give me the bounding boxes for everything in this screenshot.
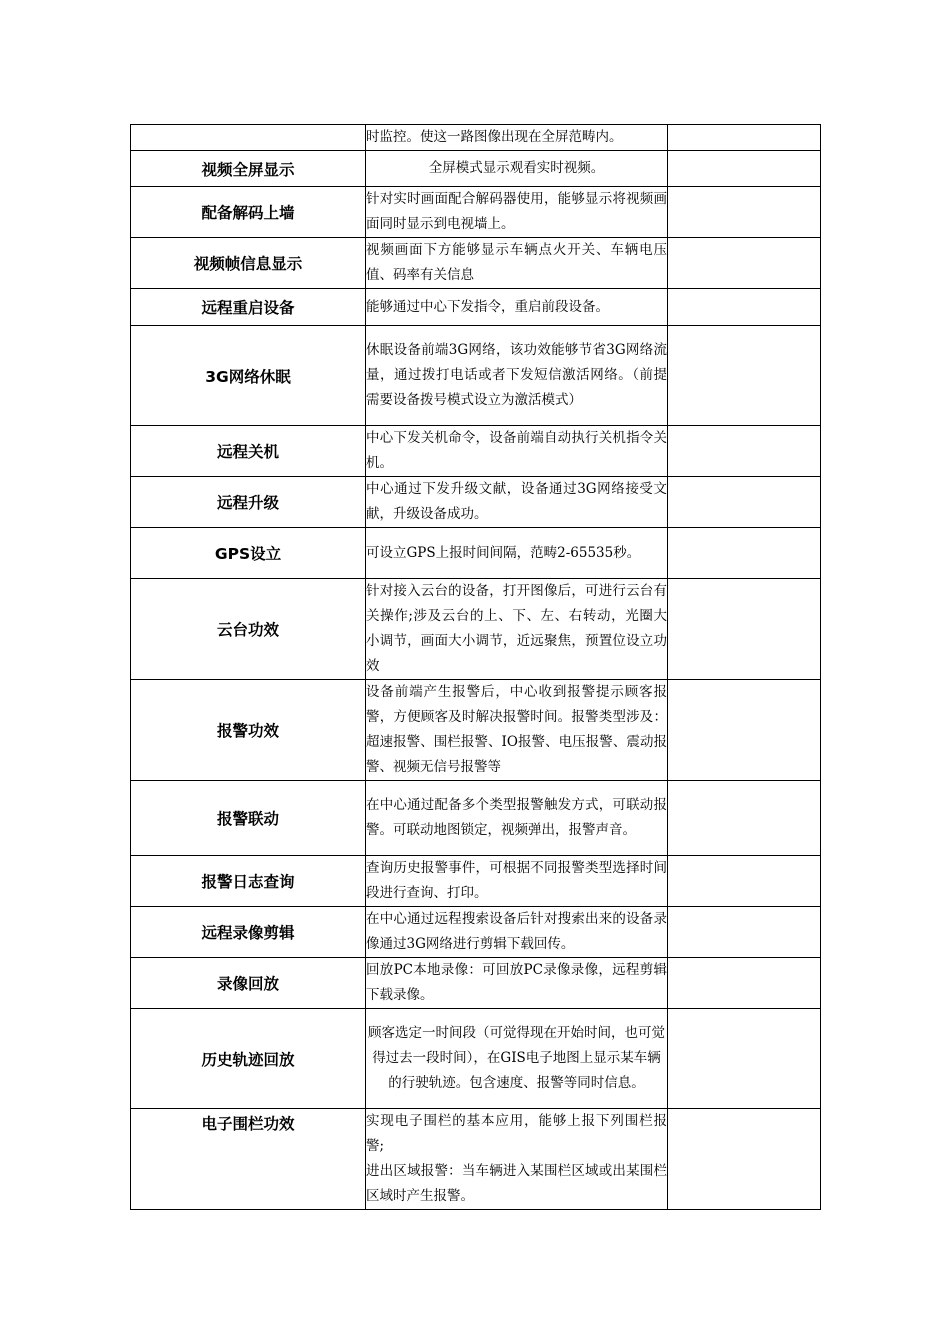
- table-row: [131, 958, 821, 1009]
- feature-name: 报警联动: [131, 781, 366, 856]
- remark-cell: [668, 151, 821, 187]
- feature-name: 历史轨迹回放: [131, 1009, 366, 1109]
- remark-cell: [668, 326, 821, 426]
- feature-description: 视频画面下方能够显示车辆点火开关、车辆电压值、码率有关信息: [366, 238, 668, 289]
- feature-name: 3G网络休眠: [131, 326, 366, 426]
- feature-name: 远程升级: [131, 477, 366, 528]
- remark-cell: [668, 680, 821, 781]
- table-row: [131, 907, 821, 958]
- feature-name: 视频全屏显示: [131, 151, 366, 187]
- table-row: [131, 528, 821, 579]
- feature-name: 云台功效: [131, 579, 366, 680]
- remark-cell: [668, 781, 821, 856]
- table-row: [131, 781, 821, 856]
- feature-description: 回放PC本地录像：可回放PC录像录像，远程剪辑下载录像。: [366, 958, 668, 1009]
- remark-cell: [668, 477, 821, 528]
- feature-description: 在中心通过配备多个类型报警触发方式，可联动报警。可联动地图锁定，视频弹出，报警声音。: [366, 781, 668, 856]
- description-line: 进出区域报警：当车辆进入某围栏区域或出某围栏区域时产生报警。: [366, 1163, 667, 1204]
- table-row: [131, 187, 821, 238]
- feature-description: 中心下发关机命令，设备前端自动执行关机指令关机。: [366, 426, 668, 477]
- feature-description: 设备前端产生报警后，中心收到报警提示顾客报警，方便顾客及时解决报警时间。报警类型涉及：超速报警、围栏报警、IO报警、电压报警、震动报警、视频无信号报警等: [366, 680, 668, 781]
- feature-description: 能够通过中心下发指令，重启前段设备。: [366, 289, 668, 326]
- table-row: [131, 289, 821, 326]
- feature-description: 中心通过下发升级文献，设备通过3G网络接受文献，升级设备成功。: [366, 477, 668, 528]
- feature-name: 录像回放: [131, 958, 366, 1009]
- remark-cell: [668, 187, 821, 238]
- remark-cell: [668, 528, 821, 579]
- feature-name: 视频帧信息显示: [131, 238, 366, 289]
- remark-cell: [668, 856, 821, 907]
- feature-description: 时监控。使这一路图像出现在全屏范畴内。: [366, 125, 668, 151]
- table-row: [131, 151, 821, 187]
- remark-cell: [668, 958, 821, 1009]
- feature-description: 针对实时画面配合解码器使用，能够显示将视频画面同时显示到电视墙上。: [366, 187, 668, 238]
- table-row: [131, 856, 821, 907]
- feature-name: GPS设立: [131, 528, 366, 579]
- feature-name: [131, 125, 366, 151]
- feature-description: 休眠设备前端3G网络，该功效能够节省3G网络流量，通过拨打电话或者下发短信激活网络。（前提需要设备拨号模式设立为激活模式）: [366, 326, 668, 426]
- table-row: [131, 326, 821, 426]
- remark-cell: [668, 426, 821, 477]
- table-row: [131, 579, 821, 680]
- table-row: [131, 477, 821, 528]
- table-row: [131, 680, 821, 781]
- feature-name: 报警日志查询: [131, 856, 366, 907]
- table-row: [131, 238, 821, 289]
- feature-description: 查询历史报警事件，可根据不同报警类型选择时间段进行查询、打印。: [366, 856, 668, 907]
- feature-description: 针对接入云台的设备，打开图像后，可进行云台有关操作;涉及云台的上、下、左、右转动，光圈大小调节，画面大小调节，近远聚焦，预置位设立功效: [366, 579, 668, 680]
- feature-name: 报警功效: [131, 680, 366, 781]
- description-line: 实现电子围栏的基本应用，能够上报下列围栏报警;: [366, 1113, 667, 1154]
- feature-name: 电子围栏功效: [131, 1109, 366, 1210]
- remark-cell: [668, 289, 821, 326]
- feature-name: 配备解码上墙: [131, 187, 366, 238]
- feature-description: 顾客选定一时间段（可觉得现在开始时间，也可觉得过去一段时间），在GIS电子地图上显示某车辆的行驶轨迹。包含速度、报警等同时信息。: [366, 1009, 668, 1109]
- feature-description: 可设立GPS上报时间间隔，范畴2-65535秒。: [366, 528, 668, 579]
- feature-table: [130, 124, 821, 1210]
- feature-name: 远程录像剪辑: [131, 907, 366, 958]
- table-row: [131, 125, 821, 151]
- remark-cell: [668, 125, 821, 151]
- table-row: [131, 1109, 821, 1210]
- remark-cell: [668, 1109, 821, 1210]
- remark-cell: [668, 1009, 821, 1109]
- feature-description: [366, 1109, 668, 1210]
- remark-cell: [668, 238, 821, 289]
- table-row: [131, 426, 821, 477]
- remark-cell: [668, 579, 821, 680]
- remark-cell: [668, 907, 821, 958]
- feature-description: 全屏模式显示观看实时视频。: [366, 151, 668, 187]
- feature-description: 在中心通过远程搜索设备后针对搜索出来的设备录像通过3G网络进行剪辑下载回传。: [366, 907, 668, 958]
- feature-name: 远程关机: [131, 426, 366, 477]
- feature-name: 远程重启设备: [131, 289, 366, 326]
- table-row: [131, 1009, 821, 1109]
